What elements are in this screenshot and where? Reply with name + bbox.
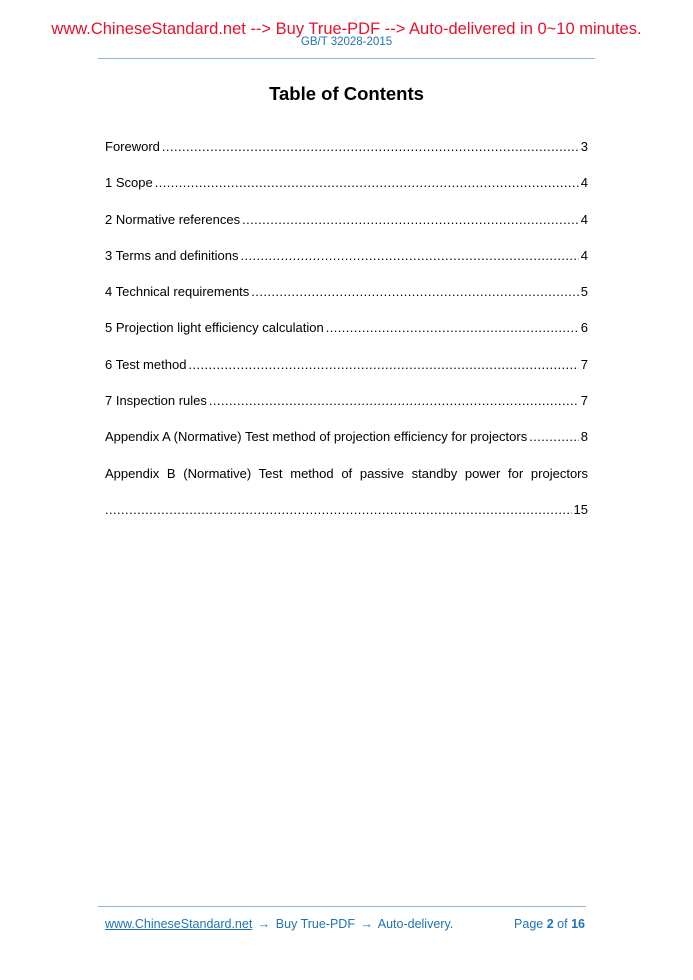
- footer-promo: [105, 916, 453, 932]
- footer-buy-text: Buy True-PDF: [275, 917, 355, 931]
- toc-leader-dots: [326, 318, 579, 338]
- page-of-label: of: [557, 917, 568, 931]
- toc-entry-text: Appendix B (Normative) Test method of passive standby power for projectors: [105, 465, 588, 481]
- toc-entry-page: 3: [580, 139, 588, 154]
- page-total: 16: [571, 917, 585, 931]
- toc-leader-dots: [242, 210, 579, 230]
- toc-leader-dots: [240, 246, 578, 266]
- page-current: 2: [546, 917, 554, 931]
- toc-entry-technical-requirements[interactable]: [105, 282, 588, 318]
- toc-entry-text: 6 Test method: [105, 356, 187, 372]
- toc-title: Table of Contents: [269, 83, 424, 104]
- arrow-right-icon: →: [360, 917, 373, 931]
- toc-entry-page: 15: [573, 501, 588, 517]
- arrow-right-icon: →: [257, 917, 271, 931]
- toc-entry-scope[interactable]: [105, 173, 588, 209]
- toc-entry-page: 6: [580, 320, 588, 336]
- toc-entry-page: 4: [580, 175, 588, 191]
- toc-entry-text: 5 Projection light efficiency calculation: [105, 320, 324, 336]
- toc-entry-text: 1 Scope: [105, 175, 153, 191]
- page-number: [514, 916, 585, 932]
- toc-entry-text: Foreword: [105, 139, 160, 154]
- toc-entry-page: 7: [580, 393, 588, 409]
- toc-entry-terms-definitions[interactable]: [105, 246, 588, 282]
- toc-entry-text: 3 Terms and definitions: [105, 247, 239, 263]
- toc-leader-dots: [251, 282, 578, 302]
- footer-divider: [98, 906, 586, 907]
- toc-leader-dots: [155, 173, 579, 193]
- toc-entry-test-method[interactable]: [105, 355, 588, 391]
- toc-entry-page: 4: [580, 211, 588, 227]
- page-label: Page: [514, 917, 544, 931]
- document-code: GB/T 32028-2015: [300, 36, 393, 48]
- toc-entry-page: 4: [580, 247, 588, 263]
- toc-entry-page: 7: [580, 356, 588, 372]
- toc-entry-light-efficiency[interactable]: [105, 318, 588, 354]
- toc-entry-text: 4 Technical requirements: [105, 284, 250, 300]
- toc-entry-page: 8: [580, 429, 588, 445]
- toc-entry-appendix-b[interactable]: [105, 464, 588, 537]
- toc-entry-appendix-a[interactable]: [105, 427, 588, 463]
- toc-entry-page: 5: [580, 284, 588, 300]
- toc-entry-normative-references[interactable]: [105, 210, 588, 246]
- toc-leader-dots: [188, 355, 578, 375]
- toc-leader-dots: [529, 427, 579, 447]
- toc-list: [105, 137, 588, 536]
- toc-leader-dots: [209, 391, 579, 411]
- header-divider: [98, 58, 595, 59]
- toc-entry-text: 7 Inspection rules: [105, 393, 207, 409]
- toc-leader-dots: [162, 137, 579, 157]
- footer-site-link[interactable]: www.ChineseStandard.net: [105, 917, 253, 931]
- toc-entry-inspection-rules[interactable]: [105, 391, 588, 427]
- toc-entry-text: Appendix A (Normative) Test method of projection efficiency for projectors: [105, 429, 528, 445]
- footer-delivery-text: Auto-delivery.: [377, 917, 454, 931]
- toc-entry-text: 2 Normative references: [105, 211, 241, 227]
- toc-leader-dots: [105, 500, 572, 520]
- toc-entry-foreword[interactable]: [105, 137, 588, 173]
- header-banner[interactable]: www.ChineseStandard.net --> Buy True-PDF --> Auto-delivered in 0~10 minutes.: [51, 20, 642, 38]
